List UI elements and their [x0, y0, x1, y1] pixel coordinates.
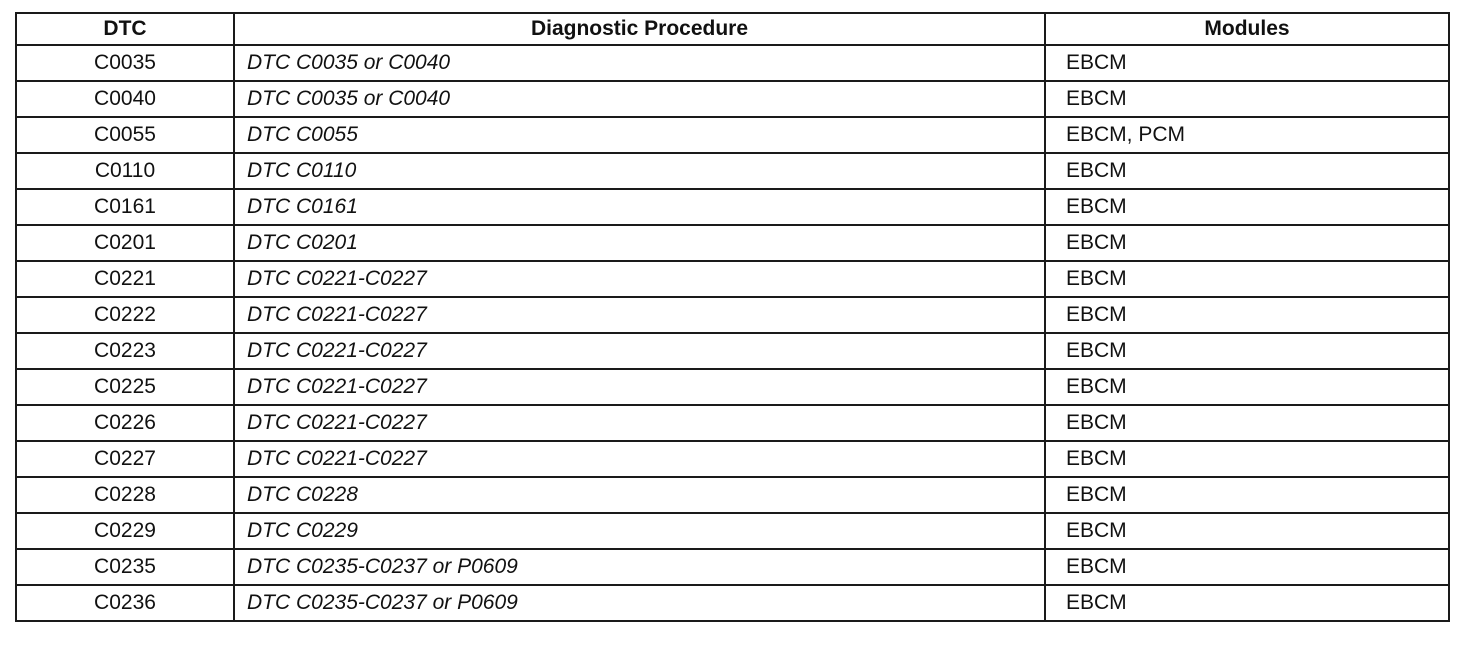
- table-row: [16, 549, 1449, 585]
- table-row: [16, 261, 1449, 297]
- diagnostic-procedure-cell: DTC C0110: [234, 153, 1045, 189]
- dtc-code-cell: C0229: [16, 513, 234, 549]
- table-row: [16, 333, 1449, 369]
- diagnostic-procedure-cell: DTC C0035 or C0040: [234, 81, 1045, 117]
- table-row: [16, 45, 1449, 81]
- dtc-code-cell: C0040: [16, 81, 234, 117]
- dtc-code-cell: C0236: [16, 585, 234, 621]
- dtc-code-cell: C0035: [16, 45, 234, 81]
- modules-cell: EBCM: [1045, 225, 1449, 261]
- header-modules: Modules: [1045, 13, 1449, 45]
- dtc-code-cell: C0228: [16, 477, 234, 513]
- diagnostic-procedure-cell: DTC C0221-C0227: [234, 405, 1045, 441]
- table-row: [16, 405, 1449, 441]
- diagnostic-procedure-cell: DTC C0235-C0237 or P0609: [234, 585, 1045, 621]
- modules-cell: EBCM: [1045, 405, 1449, 441]
- diagnostic-procedure-cell: DTC C0055: [234, 117, 1045, 153]
- dtc-code-cell: C0225: [16, 369, 234, 405]
- dtc-code-cell: C0055: [16, 117, 234, 153]
- dtc-code-cell: C0227: [16, 441, 234, 477]
- dtc-code-cell: C0226: [16, 405, 234, 441]
- modules-cell: EBCM: [1045, 153, 1449, 189]
- table-row: [16, 81, 1449, 117]
- dtc-code-cell: C0161: [16, 189, 234, 225]
- dtc-code-cell: C0221: [16, 261, 234, 297]
- modules-cell: EBCM, PCM: [1045, 117, 1449, 153]
- table-header: [16, 13, 1449, 45]
- modules-cell: EBCM: [1045, 333, 1449, 369]
- diagnostic-procedure-cell: DTC C0228: [234, 477, 1045, 513]
- modules-cell: EBCM: [1045, 81, 1449, 117]
- table-row: [16, 153, 1449, 189]
- table-row: [16, 117, 1449, 153]
- dtc-code-cell: C0235: [16, 549, 234, 585]
- dtc-code-cell: C0201: [16, 225, 234, 261]
- table-row: [16, 225, 1449, 261]
- modules-cell: EBCM: [1045, 189, 1449, 225]
- diagnostic-procedure-cell: DTC C0221-C0227: [234, 261, 1045, 297]
- modules-cell: EBCM: [1045, 585, 1449, 621]
- header-diagnostic-procedure: Diagnostic Procedure: [234, 13, 1045, 45]
- dtc-code-cell: C0222: [16, 297, 234, 333]
- table-row: [16, 297, 1449, 333]
- modules-cell: EBCM: [1045, 441, 1449, 477]
- diagnostic-procedure-cell: DTC C0161: [234, 189, 1045, 225]
- diagnostic-procedure-cell: DTC C0235-C0237 or P0609: [234, 549, 1045, 585]
- diagnostic-procedure-cell: DTC C0035 or C0040: [234, 45, 1045, 81]
- table-row: [16, 585, 1449, 621]
- dtc-code-cell: C0110: [16, 153, 234, 189]
- dtc-code-cell: C0223: [16, 333, 234, 369]
- diagnostic-procedure-cell: DTC C0221-C0227: [234, 333, 1045, 369]
- modules-cell: EBCM: [1045, 369, 1449, 405]
- modules-cell: EBCM: [1045, 513, 1449, 549]
- table-row: [16, 369, 1449, 405]
- modules-cell: EBCM: [1045, 549, 1449, 585]
- table-body: [16, 45, 1449, 621]
- table-row: [16, 441, 1449, 477]
- modules-cell: EBCM: [1045, 45, 1449, 81]
- diagnostic-procedure-cell: DTC C0221-C0227: [234, 297, 1045, 333]
- modules-cell: EBCM: [1045, 477, 1449, 513]
- diagnostic-procedure-cell: DTC C0221-C0227: [234, 369, 1045, 405]
- diagnostic-procedure-cell: DTC C0221-C0227: [234, 441, 1045, 477]
- table-row: [16, 189, 1449, 225]
- diagnostic-procedure-cell: DTC C0201: [234, 225, 1045, 261]
- header-dtc: DTC: [16, 13, 234, 45]
- diagnostic-procedure-cell: DTC C0229: [234, 513, 1045, 549]
- dtc-table: [15, 12, 1450, 622]
- modules-cell: EBCM: [1045, 297, 1449, 333]
- modules-cell: EBCM: [1045, 261, 1449, 297]
- header-row: [16, 13, 1449, 45]
- table-row: [16, 513, 1449, 549]
- table-row: [16, 477, 1449, 513]
